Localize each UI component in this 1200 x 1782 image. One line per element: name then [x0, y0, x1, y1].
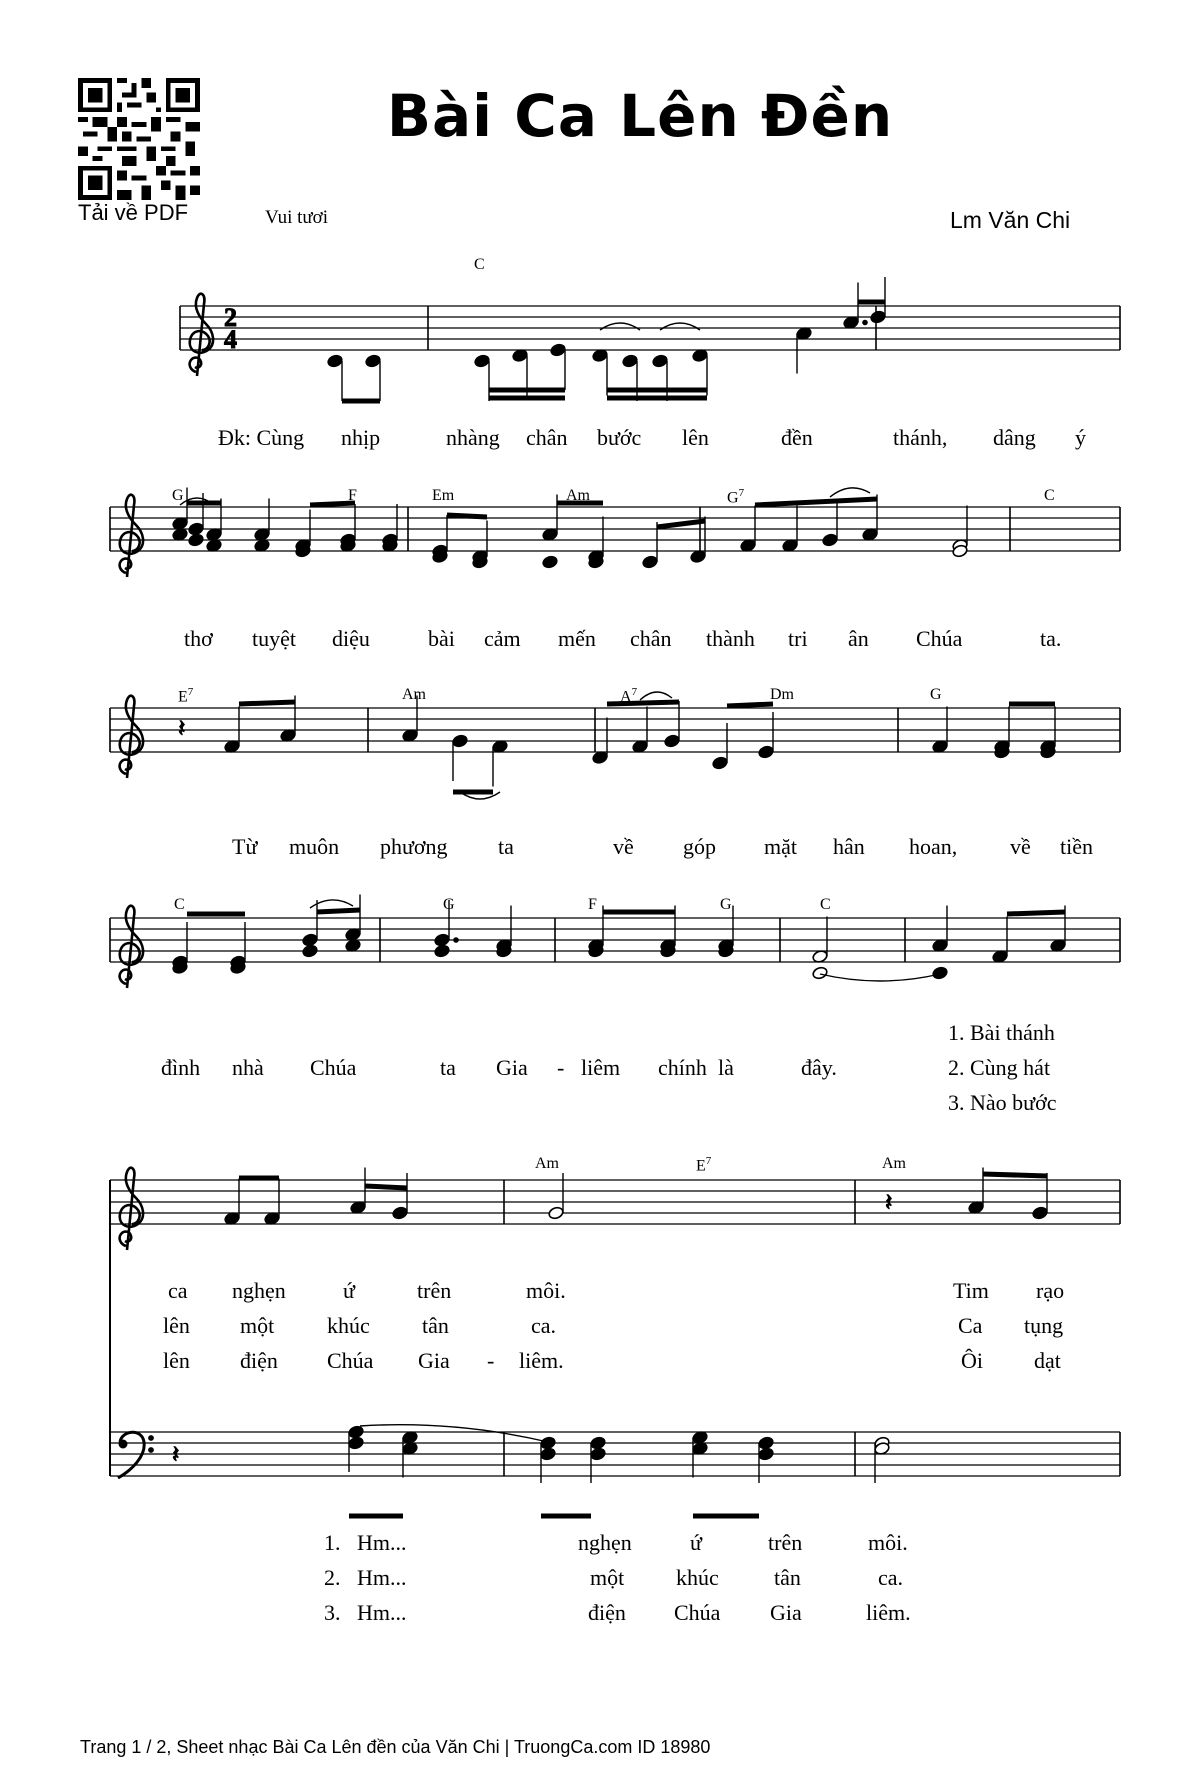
bass-lyric-syllable: Gia	[770, 1600, 802, 1625]
lyric-syllable: đây.	[801, 1055, 837, 1080]
lyric-syllable: thơ	[184, 626, 213, 651]
notehead	[452, 734, 469, 748]
notehead	[652, 354, 669, 368]
notehead	[434, 933, 451, 947]
notehead	[758, 1447, 775, 1461]
note-beam	[1007, 912, 1065, 914]
bass-lyric-syllable: một	[590, 1565, 625, 1590]
bass-lyric-syllable: 3.	[324, 1600, 341, 1625]
bass-lyric-syllable: Hm...	[357, 1565, 407, 1590]
chord-symbol: C	[1044, 487, 1055, 504]
chord-symbol: C	[474, 256, 485, 273]
slur	[360, 1425, 548, 1442]
notehead	[548, 1206, 565, 1220]
lyric-syllable: dâng	[993, 425, 1036, 450]
lyric-syllable: ứ	[343, 1278, 355, 1303]
notehead	[870, 310, 887, 324]
notehead	[188, 533, 205, 547]
lyric-syllable: diệu	[332, 626, 370, 651]
lyric-syllable: thành	[706, 626, 755, 651]
lyric-syllable: lên	[163, 1348, 190, 1373]
time-signature-top: 2	[224, 303, 237, 332]
lyric-syllable: góp	[683, 834, 716, 859]
lyric-syllable: là	[718, 1055, 734, 1080]
chord-symbol: Am	[535, 1155, 559, 1172]
quarter-rest: 𝄽	[172, 1440, 180, 1468]
lyric-syllable: hoan,	[909, 834, 958, 859]
dot	[863, 320, 868, 325]
tempo-marking: Vui tươi	[265, 207, 329, 228]
lyric-syllable: thánh,	[893, 425, 948, 450]
quarter-rest: 𝄽	[885, 1188, 893, 1216]
lyric-syllable: đền	[781, 425, 813, 450]
lyric-syllable: liêm	[581, 1055, 621, 1080]
slur	[640, 692, 672, 700]
chord-symbol: $A^7$	[620, 686, 638, 706]
lyric-syllable: lên	[163, 1313, 190, 1338]
chord-symbol: G	[172, 487, 184, 504]
chord-symbol: G	[930, 686, 942, 703]
notehead	[550, 343, 567, 357]
lyric-syllable: nhàng	[446, 425, 500, 450]
download-pdf-link[interactable]: Tải về PDF	[78, 200, 189, 225]
notehead	[540, 1436, 557, 1450]
bass-lyric-syllable: nghẹn	[578, 1530, 632, 1555]
lyric-syllable: trên	[417, 1278, 452, 1303]
notehead	[932, 966, 949, 980]
lyric-syllable: ca	[168, 1278, 188, 1303]
lyric-syllable: một	[240, 1313, 275, 1338]
notehead	[542, 555, 559, 569]
quarter-rest: 𝄽	[178, 714, 186, 742]
notehead	[327, 354, 344, 368]
chord-symbol: Am	[566, 487, 590, 504]
notehead	[712, 756, 729, 770]
lyric-syllable: ca.	[531, 1313, 557, 1338]
lyric-syllable: cảm	[484, 626, 521, 651]
chord-symbol: $E^7$	[696, 1155, 712, 1175]
lyric-syllable: môi.	[526, 1278, 566, 1303]
lyric-syllable: mặt	[764, 834, 797, 859]
notehead	[758, 1436, 775, 1450]
lyric-syllable: Đk: Cùng	[218, 425, 305, 450]
chord-symbol: F	[588, 896, 597, 913]
lyric-syllable: ta.	[1040, 626, 1062, 651]
chord-superscript: 7	[705, 1155, 712, 1167]
slur	[820, 974, 940, 981]
note-beam	[317, 910, 360, 912]
notehead	[642, 555, 659, 569]
notehead	[302, 933, 319, 947]
verse-start-1: 1. Bài thánh	[948, 1020, 1055, 1045]
notehead	[1032, 1206, 1049, 1220]
notehead	[348, 1425, 365, 1439]
lyric-syllable: tiền	[1060, 834, 1093, 859]
note-beam	[365, 1186, 407, 1188]
chord-symbol: $E^7$	[178, 686, 194, 706]
bass-lyric-syllable: 1.	[324, 1530, 341, 1555]
notehead	[392, 1206, 409, 1220]
bass-lyric-syllable: trên	[768, 1530, 803, 1555]
bass-lyric-syllable: Chúa	[674, 1600, 721, 1625]
notehead	[590, 1447, 607, 1461]
lyric-syllable: Ca	[958, 1313, 983, 1338]
lyric-syllable: tri	[788, 626, 808, 651]
notehead	[474, 354, 491, 368]
bass-lyric-syllable: Hm...	[357, 1530, 407, 1555]
chord-symbol: G	[443, 896, 455, 913]
chord-superscript: 7	[187, 686, 194, 698]
lyric-syllable: ta	[498, 834, 514, 859]
composer-name: Lm Văn Chi	[950, 207, 1071, 233]
chord-superscript: 7	[738, 487, 745, 499]
note-beam	[727, 704, 773, 706]
lyric-syllable: rạo	[1036, 1278, 1065, 1303]
time-signature-bottom: 4	[224, 325, 237, 354]
bass-lyric-syllable: ca.	[878, 1565, 904, 1590]
chord-superscript: 7	[631, 686, 638, 698]
lyric-syllable: khúc	[327, 1313, 370, 1338]
lyric-syllable: hân	[833, 834, 865, 859]
notehead	[540, 1447, 557, 1461]
lyric-syllable: đình	[161, 1055, 201, 1080]
lyric-syllable: chân	[630, 626, 672, 651]
dot	[454, 938, 459, 943]
lyric-syllable: -	[557, 1055, 565, 1080]
lyric-syllable: ta	[440, 1055, 456, 1080]
lyric-syllable: liêm.	[519, 1348, 564, 1373]
lyric-syllable: Chúa	[916, 626, 963, 651]
lyric-syllable: về	[1010, 834, 1031, 859]
lyric-syllable: về	[613, 834, 634, 859]
notehead	[365, 354, 382, 368]
lyric-syllable: dạt	[1034, 1348, 1061, 1373]
lyric-syllable: Ôi	[961, 1348, 983, 1373]
lyric-syllable: nghẹn	[232, 1278, 286, 1303]
bass-lyric-syllable: điện	[588, 1600, 626, 1625]
note-beam	[447, 515, 487, 517]
lyric-syllable: bài	[428, 626, 455, 651]
bass-lyric-syllable: môi.	[868, 1530, 908, 1555]
chord-symbol: Em	[432, 487, 455, 504]
lyric-syllable: Chúa	[310, 1055, 357, 1080]
bass-clef	[118, 1432, 153, 1478]
chord-symbol: C	[820, 896, 831, 913]
lyric-syllable: Từ	[232, 834, 258, 859]
lyric-syllable: điện	[240, 1348, 278, 1373]
chord-symbol: Am	[402, 686, 426, 703]
notehead	[434, 944, 451, 958]
bass-lyric-syllable: Hm...	[357, 1600, 407, 1625]
chord-symbol: F	[348, 487, 357, 504]
notehead	[302, 944, 319, 958]
lyric-syllable: tuyệt	[252, 626, 296, 651]
note-beam	[755, 499, 877, 505]
lyric-syllable: nhịp	[341, 425, 381, 450]
notehead	[590, 1436, 607, 1450]
lyric-syllable: -	[487, 1348, 495, 1373]
lyric-syllable: Gia	[496, 1055, 528, 1080]
lyric-syllable: chính	[658, 1055, 707, 1080]
chord-symbol: $G^7$	[727, 487, 745, 507]
lyric-syllable: Gia	[418, 1348, 450, 1373]
lyric-syllable: nhà	[232, 1055, 264, 1080]
lyric-syllable: Chúa	[327, 1348, 374, 1373]
note-beam	[657, 521, 705, 527]
lyric-syllable: tụng	[1024, 1313, 1064, 1338]
lyric-syllable: ân	[848, 626, 869, 651]
notehead	[622, 354, 639, 368]
page-footer: Trang 1 / 2, Sheet nhạc Bài Ca Lên đền của Văn Chi | TruongCa.com ID 18980	[80, 1737, 711, 1757]
lyric-syllable: tân	[422, 1313, 449, 1338]
chord-symbol: G	[720, 896, 732, 913]
notehead	[188, 522, 205, 536]
slur	[660, 323, 700, 330]
chord-symbol: Am	[882, 1155, 906, 1172]
bass-lyric-syllable: liêm.	[866, 1600, 911, 1625]
notehead	[822, 533, 839, 547]
lyric-syllable: chân	[526, 425, 568, 450]
note-beam	[607, 702, 679, 704]
verse-start-2: 2. Cùng hát	[948, 1055, 1051, 1080]
note-beam	[983, 1174, 1047, 1176]
verse-start-3: 3. Nào bước	[948, 1090, 1057, 1115]
lyric-syllable: phương	[380, 834, 448, 859]
chord-symbol: Dm	[770, 686, 794, 703]
bass-lyric-syllable: 2.	[324, 1565, 341, 1590]
lyric-syllable: muôn	[289, 834, 340, 859]
notehead	[758, 745, 775, 759]
note-beam	[239, 702, 295, 704]
bass-lyric-syllable: tân	[774, 1565, 801, 1590]
lyric-syllable: lên	[682, 425, 709, 450]
lyric-syllable: bước	[597, 425, 642, 450]
bass-lyric-syllable: khúc	[676, 1565, 719, 1590]
lyric-syllable: ý	[1075, 425, 1086, 450]
song-title: Bài Ca Lên Đền	[386, 82, 894, 150]
slur	[830, 488, 870, 497]
slur	[600, 323, 640, 330]
notehead	[348, 1436, 365, 1450]
lyric-syllable: Tim	[953, 1278, 989, 1303]
notehead	[664, 734, 681, 748]
chord-symbol: C	[174, 896, 185, 913]
lyric-syllable: mến	[558, 626, 596, 651]
notehead	[812, 966, 829, 980]
bass-lyric-syllable: ứ	[690, 1530, 702, 1555]
